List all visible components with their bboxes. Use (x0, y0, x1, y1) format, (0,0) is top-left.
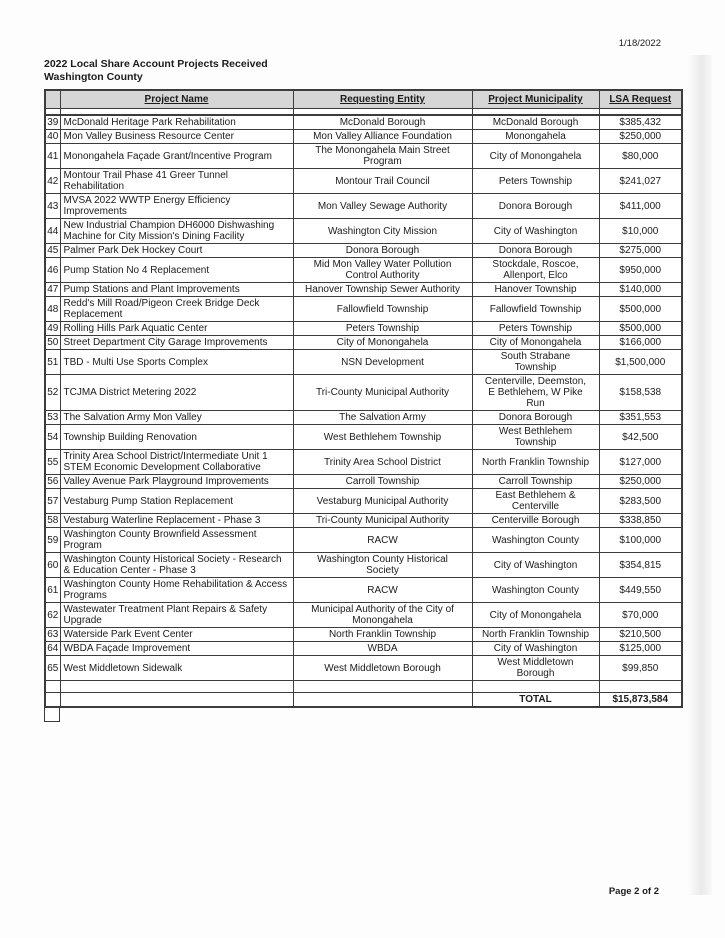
row-number-cell: 59 (45, 528, 60, 553)
row-number-cell: 60 (45, 553, 60, 578)
project-name-cell: MVSA 2022 WWTP Energy Efficiency Improvements (60, 194, 293, 219)
requesting-entity-cell: Trinity Area School District (293, 450, 472, 475)
total-amount-cell: $15,873,584 (599, 693, 682, 708)
project-name-cell: TCJMA District Metering 2022 (60, 375, 293, 411)
row-number-cell: 55 (45, 450, 60, 475)
row-number-cell: 46 (45, 258, 60, 283)
requesting-entity-cell: Municipal Authority of the City of Monongahela (293, 603, 472, 628)
requesting-entity-cell: Carroll Township (293, 475, 472, 489)
row-number-cell: 41 (45, 144, 60, 169)
requesting-entity-cell: RACW (293, 578, 472, 603)
project-name-cell: Vestaburg Waterline Replacement - Phase 3 (60, 514, 293, 528)
project-name-cell: Street Department City Garage Improvements (60, 336, 293, 350)
column-header-number (45, 90, 60, 108)
lsa-request-cell: $127,000 (599, 450, 682, 475)
empty-cell (60, 681, 293, 693)
lsa-request-cell: $250,000 (599, 475, 682, 489)
table-row (45, 603, 682, 628)
requesting-entity-cell: Tri-County Municipal Authority (293, 514, 472, 528)
column-header-lsa-request: LSA Request (599, 90, 682, 108)
row-number-cell: 64 (45, 642, 60, 656)
lsa-request-cell: $10,000 (599, 219, 682, 244)
page-number: Page 2 of 2 (608, 886, 659, 897)
lsa-request-cell: $250,000 (599, 130, 682, 144)
lsa-request-cell: $354,815 (599, 553, 682, 578)
requesting-entity-cell: North Franklin Township (293, 628, 472, 642)
requesting-entity-cell: The Monongahela Main Street Program (293, 144, 472, 169)
requesting-entity-cell: Washington City Mission (293, 219, 472, 244)
project-name-cell: Trinity Area School District/Intermediate Unit 1 STEM Economic Development Collaborative (60, 450, 293, 475)
table-row (45, 411, 682, 425)
project-name-cell: Washington County Brownfield Assessment Program (60, 528, 293, 553)
lsa-request-cell: $950,000 (599, 258, 682, 283)
table-row (45, 642, 682, 656)
requesting-entity-cell: Mon Valley Sewage Authority (293, 194, 472, 219)
empty-cell (472, 681, 599, 693)
project-municipality-cell: North Franklin Township (472, 628, 599, 642)
row-number-cell: 39 (45, 115, 60, 130)
row-number-cell: 47 (45, 283, 60, 297)
empty-cell (293, 681, 472, 693)
row-number-cell: 61 (45, 578, 60, 603)
requesting-entity-cell: City of Monongahela (293, 336, 472, 350)
project-name-cell: Vestaburg Pump Station Replacement (60, 489, 293, 514)
table-row (45, 578, 682, 603)
project-municipality-cell: Carroll Township (472, 475, 599, 489)
project-name-cell: WBDA Façade Improvement (60, 642, 293, 656)
project-municipality-cell: West Bethlehem Township (472, 425, 599, 450)
empty-cell (45, 108, 60, 115)
column-header-requesting-entity: Requesting Entity (293, 90, 472, 108)
project-name-cell: West Middletown Sidewalk (60, 656, 293, 681)
row-number-cell: 40 (45, 130, 60, 144)
row-number-cell: 54 (45, 425, 60, 450)
table-row (45, 258, 682, 283)
project-name-cell: Wastewater Treatment Plant Repairs & Safety Upgrade (60, 603, 293, 628)
project-name-cell: TBD - Multi Use Sports Complex (60, 350, 293, 375)
row-number-cell: 48 (45, 297, 60, 322)
row-number-cell: 63 (45, 628, 60, 642)
lsa-request-cell: $210,500 (599, 628, 682, 642)
requesting-entity-cell: Hanover Township Sewer Authority (293, 283, 472, 297)
project-municipality-cell: North Franklin Township (472, 450, 599, 475)
empty-cell (45, 693, 60, 708)
row-number-cell: 62 (45, 603, 60, 628)
table-row (45, 628, 682, 642)
empty-cell (599, 681, 682, 693)
table-row (45, 194, 682, 219)
project-municipality-cell: West Middletown Borough (472, 656, 599, 681)
total-row (45, 693, 682, 708)
project-name-cell: Washington County Home Rehabilitation & Access Programs (60, 578, 293, 603)
project-name-cell: The Salvation Army Mon Valley (60, 411, 293, 425)
requesting-entity-cell: Vestaburg Municipal Authority (293, 489, 472, 514)
project-municipality-cell: Donora Borough (472, 411, 599, 425)
row-number-cell: 50 (45, 336, 60, 350)
lsa-request-cell: $166,000 (599, 336, 682, 350)
project-name-cell: Mon Valley Business Resource Center (60, 130, 293, 144)
lsa-request-cell: $500,000 (599, 297, 682, 322)
table-row (45, 322, 682, 336)
spacer-row (45, 108, 682, 115)
requesting-entity-cell: McDonald Borough (293, 115, 472, 130)
empty-row (45, 681, 682, 693)
project-name-cell: Redd's Mill Road/Pigeon Creek Bridge Deck Replacement (60, 297, 293, 322)
empty-cell (293, 693, 472, 708)
empty-cell (45, 681, 60, 693)
table-row (45, 514, 682, 528)
empty-cell (60, 693, 293, 708)
row-number-cell: 53 (45, 411, 60, 425)
project-name-cell: Waterside Park Event Center (60, 628, 293, 642)
project-name-cell: Palmer Park Dek Hockey Court (60, 244, 293, 258)
table-row (45, 130, 682, 144)
lsa-request-cell: $338,850 (599, 514, 682, 528)
lsa-request-cell: $100,000 (599, 528, 682, 553)
requesting-entity-cell: NSN Development (293, 350, 472, 375)
lsa-request-cell: $449,550 (599, 578, 682, 603)
project-municipality-cell: Fallowfield Township (472, 297, 599, 322)
report-title: 2022 Local Share Account Projects Received (44, 58, 268, 70)
table-row (45, 656, 682, 681)
empty-cell (472, 108, 599, 115)
lsa-request-cell: $283,500 (599, 489, 682, 514)
project-name-cell: Pump Stations and Plant Improvements (60, 283, 293, 297)
row-number-cell: 56 (45, 475, 60, 489)
table-row (45, 350, 682, 375)
table-row (45, 450, 682, 475)
project-name-cell: Montour Trail Phase 41 Greer Tunnel Rehabilitation (60, 169, 293, 194)
table-row (45, 244, 682, 258)
requesting-entity-cell: Tri-County Municipal Authority (293, 375, 472, 411)
lsa-request-cell: $241,027 (599, 169, 682, 194)
requesting-entity-cell: Montour Trail Council (293, 169, 472, 194)
table-row (45, 283, 682, 297)
row-number-cell: 57 (45, 489, 60, 514)
project-municipality-cell: Washington County (472, 578, 599, 603)
project-name-cell: McDonald Heritage Park Rehabilitation (60, 115, 293, 130)
project-municipality-cell: Donora Borough (472, 194, 599, 219)
lsa-request-cell: $1,500,000 (599, 350, 682, 375)
project-municipality-cell: City of Monongahela (472, 603, 599, 628)
lsa-request-cell: $275,000 (599, 244, 682, 258)
requesting-entity-cell: Mid Mon Valley Water Pollution Control Authority (293, 258, 472, 283)
requesting-entity-cell: West Bethlehem Township (293, 425, 472, 450)
project-municipality-cell: Peters Township (472, 322, 599, 336)
row-number-cell: 58 (45, 514, 60, 528)
project-municipality-cell: South Strabane Township (472, 350, 599, 375)
requesting-entity-cell: The Salvation Army (293, 411, 472, 425)
project-municipality-cell: Stockdale, Roscoe, Allenport, Elco (472, 258, 599, 283)
empty-cell (60, 108, 293, 115)
project-municipality-cell: Centerville, Deemston, E Bethlehem, W Pike Run (472, 375, 599, 411)
project-name-cell: Washington County Historical Society - Research & Education Center - Phase 3 (60, 553, 293, 578)
row-number-cell: 51 (45, 350, 60, 375)
report-subtitle: Washington County (44, 71, 143, 83)
projects-table (44, 89, 683, 708)
table-row (45, 169, 682, 194)
lsa-request-cell: $125,000 (599, 642, 682, 656)
project-municipality-cell: East Bethlehem & Centerville (472, 489, 599, 514)
project-municipality-cell: Hanover Township (472, 283, 599, 297)
header-row (45, 90, 682, 108)
row-number-cell: 49 (45, 322, 60, 336)
project-name-cell: Township Building Renovation (60, 425, 293, 450)
lsa-request-cell: $42,500 (599, 425, 682, 450)
table-row (45, 553, 682, 578)
stray-empty-cell (44, 708, 60, 722)
lsa-request-cell: $351,553 (599, 411, 682, 425)
lsa-request-cell: $385,432 (599, 115, 682, 130)
lsa-request-cell: $70,000 (599, 603, 682, 628)
project-municipality-cell: Centerville Borough (472, 514, 599, 528)
table-row (45, 297, 682, 322)
row-number-cell: 43 (45, 194, 60, 219)
table-body (45, 108, 682, 681)
table-row (45, 475, 682, 489)
project-municipality-cell: City of Washington (472, 642, 599, 656)
project-name-cell: Pump Station No 4 Replacement (60, 258, 293, 283)
table-row (45, 336, 682, 350)
row-number-cell: 52 (45, 375, 60, 411)
lsa-request-cell: $99,850 (599, 656, 682, 681)
lsa-request-cell: $158,538 (599, 375, 682, 411)
requesting-entity-cell: Peters Township (293, 322, 472, 336)
project-municipality-cell: Donora Borough (472, 244, 599, 258)
table-row (45, 425, 682, 450)
project-municipality-cell: Washington County (472, 528, 599, 553)
empty-cell (599, 108, 682, 115)
project-municipality-cell: Monongahela (472, 130, 599, 144)
requesting-entity-cell: Donora Borough (293, 244, 472, 258)
project-municipality-cell: Peters Township (472, 169, 599, 194)
total-label-cell: TOTAL (472, 693, 599, 708)
date-stamp: 1/18/2022 (618, 38, 661, 49)
project-name-cell: Monongahela Façade Grant/Incentive Program (60, 144, 293, 169)
lsa-request-cell: $140,000 (599, 283, 682, 297)
table-header (45, 90, 682, 108)
project-municipality-cell: City of Monongahela (472, 336, 599, 350)
requesting-entity-cell: West Middletown Borough (293, 656, 472, 681)
table-row (45, 489, 682, 514)
table-row (45, 219, 682, 244)
lsa-request-cell: $411,000 (599, 194, 682, 219)
requesting-entity-cell: Fallowfield Township (293, 297, 472, 322)
row-number-cell: 45 (45, 244, 60, 258)
requesting-entity-cell: RACW (293, 528, 472, 553)
table-row (45, 115, 682, 130)
lsa-request-cell: $80,000 (599, 144, 682, 169)
project-municipality-cell: City of Washington (472, 219, 599, 244)
project-name-cell: Rolling Hills Park Aquatic Center (60, 322, 293, 336)
requesting-entity-cell: Washington County Historical Society (293, 553, 472, 578)
table-row (45, 144, 682, 169)
project-name-cell: Valley Avenue Park Playground Improvements (60, 475, 293, 489)
table-row (45, 528, 682, 553)
table-footer (45, 681, 682, 708)
lsa-request-cell: $500,000 (599, 322, 682, 336)
requesting-entity-cell: WBDA (293, 642, 472, 656)
column-header-project-municipality: Project Municipality (472, 90, 599, 108)
empty-cell (293, 108, 472, 115)
project-name-cell: New Industrial Champion DH6000 Dishwashing Machine for City Mission's Dining Facility (60, 219, 293, 244)
row-number-cell: 44 (45, 219, 60, 244)
project-municipality-cell: City of Washington (472, 553, 599, 578)
row-number-cell: 42 (45, 169, 60, 194)
project-municipality-cell: McDonald Borough (472, 115, 599, 130)
column-header-project-name: Project Name (60, 90, 293, 108)
requesting-entity-cell: Mon Valley Alliance Foundation (293, 130, 472, 144)
project-municipality-cell: City of Monongahela (472, 144, 599, 169)
table-row (45, 375, 682, 411)
row-number-cell: 65 (45, 656, 60, 681)
